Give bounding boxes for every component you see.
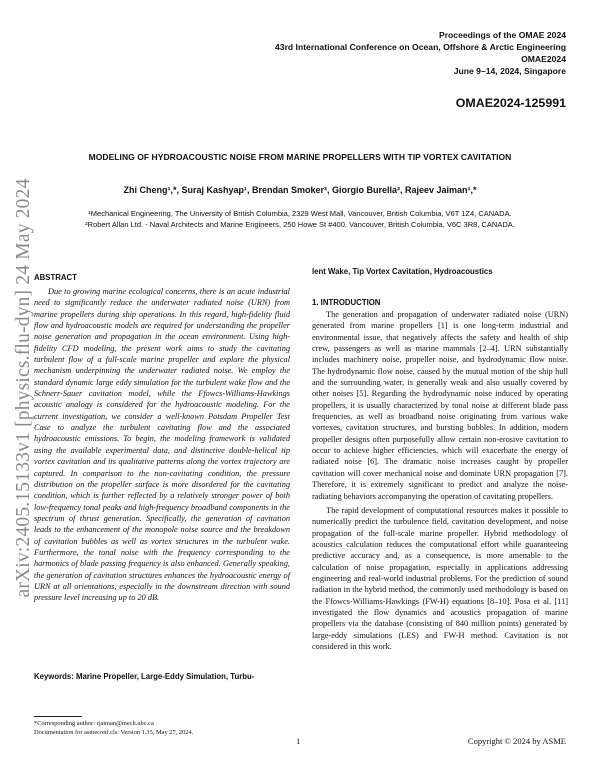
affiliation-2: ²Robert Allan Ltd. - Naval Architects and Marine Engineers, 250 Howe St #400, Vancouver, British Columbia, V6C 3R8, CANADA. (85, 220, 515, 229)
affiliation-1: ¹Mechanical Engineering, The University of British Columbia, 2329 West Mall, Vancouver, British Columbia, V6T 1Z4, CANADA. (88, 209, 512, 218)
conference-dates: June 9–14, 2024, Singapore (453, 66, 566, 76)
footnote-rule (34, 716, 82, 717)
conference-proceedings: Proceedings of the OMAE 2024 (438, 30, 566, 40)
conference-code: OMAE2024 (521, 54, 566, 64)
documentation-note: Documentation for asmeconf.cls: Version 1.35, May 27, 2024. (34, 729, 194, 736)
page-number: 1 (296, 736, 301, 746)
arxiv-identifier: arXiv:2405.15133v1 [physics.flu-dyn] 24 May 2024 (13, 178, 34, 598)
paper-id: OMAE2024-125991 (455, 96, 566, 110)
abstract-text: Due to growing marine ecological concerns, there is an acute industrial need to significantly reduce the underwater radiated noise (URN) from marine propellers during ship operations. In this regard, high-fidelity fluid flow and hydroacoustic models are required for understanding the propeller noise generation and propagation in the ocean environment. Using high-fidelity CFD modeling, the present work aims to study the cavitating turbulent flow of a full-scale marine propeller and explore the physical mechanism underpinning the underwater radiated noise. We employ the standard dynamic large eddy simulation for the turbulent wake flow and the Schnerr-Sauer cavitation model, while the Ffowcs-Williams-Hawkings acoustic analogy is considered for the hydroacoustic modeling. For the current investigation, we consider a well-known Potsdam Propeller Test Case to analyze the turbulent cavitating flow and the associated hydroacoustic emissions. To begin, the modeling framework is validated using the available experimental data, and distinctive double-helical tip vortex cavitation and its qualitative patterns along the vortex trajectory are captured. In comparison to the non-cavitating condition, the pressure distribution on the propeller surface is more disordered for the cavitating condition, which is further reflected by a relatively stronger power of both low-frequency tonal peaks and high-frequency broadband components in the spectrum of thrust generation. Specifically, the generation of cavitation leads to the enhancement of the monopole noise source and the breakdown of cavitation bubbles as well as vortex structures in the turbulent wake. Furthermore, the tonal noise with the frequency corresponding to the harmonics of blade passing frequency is also enhanced. Generally speaking, the generation of cavitation structures enhances the hydroacoustic energy of URN at all orientations, especially in the downstream direction with sound pressure level increasing up to 20 dB. (34, 287, 290, 603)
abstract-section (34, 286, 290, 604)
introduction-section (312, 309, 568, 652)
corresponding-author-note: *Corresponding author: rjaiman@mech.ubc.ca (34, 720, 154, 727)
keywords-start: Keywords: Marine Propeller, Large-Eddy Simulation, Turbu- (34, 672, 255, 681)
author-list: Zhi Cheng¹,*, Suraj Kashyap¹, Brendan Smoker², Giorgio Burella², Rajeev Jaiman¹,* (123, 185, 477, 195)
conference-name: 43rd International Conference on Ocean, Offshore & Arctic Engineering (275, 42, 566, 52)
introduction-paragraph-2: The rapid development of computational resources makes it possible to numerically predict the turbulence field, cavitation development, and noise propagation of the full-scale marine propeller. Hybrid methodology of acoustics calculation reduces the computational effort while guaranteeing predictive accuracy and, as a consequence, is more amenable to the calculation of noise propagation, especially in applications addressing engineering and real-world industrial problems. For the prediction of sound radiation in the hybrid method, the commonly used methodology is based on the Ffowcs-Williams-Hawkings (FW-H) equations [8–10]. Posa et al. [11] investigated the flow dynamics and acoustics propagation of marine propellers via the database (consisting of 840 million points) generated by large-eddy simulations (LES) and FW-H method. Cavitation is not considered in this work. (312, 505, 568, 651)
introduction-heading: 1. INTRODUCTION (312, 298, 381, 307)
abstract-heading: ABSTRACT (34, 273, 77, 282)
paper-title: MODELING OF HYDROACOUSTIC NOISE FROM MARINE PROPELLERS WITH TIP VORTEX CAVITATION (88, 152, 512, 162)
keywords-continued: lent Wake, Tip Vortex Cavitation, Hydroacoustics (312, 267, 493, 276)
introduction-paragraph-1: The generation and propagation of underwater radiated noise (URN) generated from marine propellers [1] is one long-term industrial and environmental issue, that negatively affects the safety and health of ship crew, passengers as well as marine mammals [2–4]. URN substantially includes machinery noise, propeller noise, and hydrodynamic flow noise. The hydrodynamic flow noise, caused by the mutual motion of the ship hull and the surrounding water, is generally weak and also usually covered by other noises [5]. Regarding the hydrodynamic noise induced by operating propellers, it is usually characterized by tonal noise at different blade pass frequencies, as well as broadband noise originating from various wake vortexes, cavitation structures, and bursting bubbles. In addition, modern propeller designs often purposefully allow certain non-erosive cavitation to occur to achieve higher efficiencies, which will exacerbate the energy of radiated noise [6]. The dramatic noise increases caught by propeller cavitation will cover mechanical noise and dominate URN propagation [7]. Therefore, it is extremely significant to predict and analyze the noise-radiating behaviors accompanying the operation of cavitating propellers. (312, 310, 568, 501)
copyright-notice: Copyright © 2024 by ASME (467, 736, 566, 746)
